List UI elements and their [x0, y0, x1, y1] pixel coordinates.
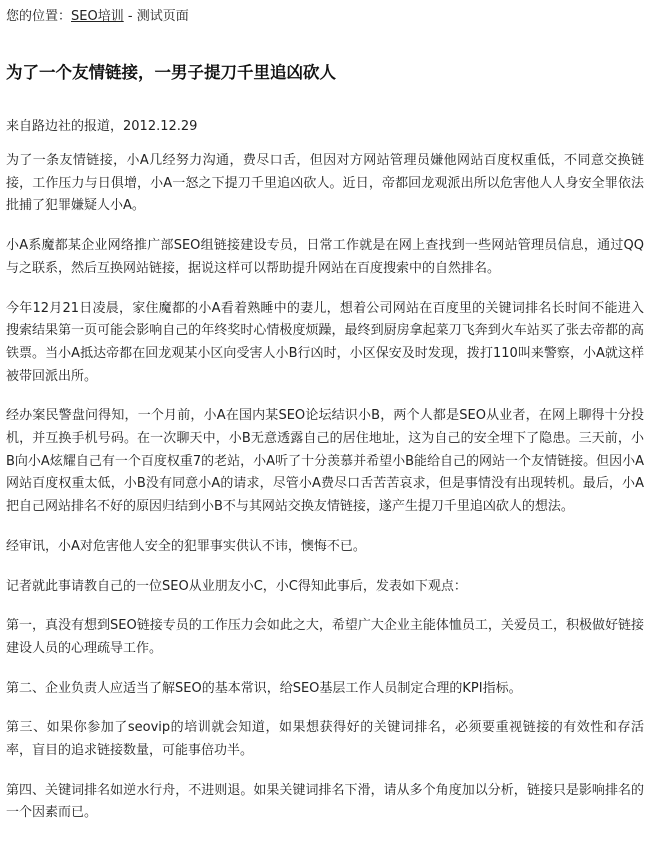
article-paragraph: 今年12月21日凌晨，家住魔都的小A看着熟睡中的妻儿，想着公司网站在百度里的关键词排名长时间不能进入搜索结果第一页可能会影响自己的年终奖时心情极度烦躁，最终到厨房拿起菜刀飞奔到火车站买了张去帝都的高铁票。当小A抵达帝都在回龙观某小区向受害人小B行凶时，小区保安及时发现，拨打110叫来警察，小A就这样被带回派出所。	[6, 300, 644, 384]
breadcrumb-prefix: 您的位置：	[6, 9, 72, 24]
article-paragraph: 第三、如果你参加了seovip的培训就会知道，如果想获得好的关键词排名，必须要重视链接的有效性和存活率，盲目的追求链接数量，可能事倍功半。	[6, 720, 644, 759]
article-paragraph: 第一，真没有想到SEO链接专员的工作压力会如此之大，希望广大企业主能体恤员工，关爱员工，积极做好链接建设人员的心理疏导工作。	[6, 618, 644, 656]
article-paragraph: 第四、关键词排名如逆水行舟，不进则退。如果关键词排名下滑，请从多个角度加以分析，链接只是影响排名的一个因素而已。	[6, 782, 644, 821]
article-source: 来自路边社的报道，2012.12.29	[6, 119, 198, 134]
article-title: 为了一个友情链接，一男子提刀千里追凶砍人	[6, 63, 336, 82]
breadcrumb-separator: -	[123, 9, 137, 24]
article-paragraph: 第二、企业负责人应适当了解SEO的基本常识，给SEO基层工作人员制定合理的KPI指标。	[6, 680, 522, 696]
article-body	[6, 150, 644, 842]
article-paragraph: 记者就此事请教自己的一位SEO从业朋友小C，小C得知此事后，发表如下观点：	[6, 578, 467, 594]
breadcrumb	[6, 8, 189, 26]
article-paragraph: 小A系魔都某企业网络推广部SEO组链接建设专员，日常工作就是在网上查找到一些网站管理员信息，通过QQ与之联系，然后互换网站链接，据说这样可以帮助提升网站在百度搜索中的自然排名。	[6, 238, 644, 276]
article-paragraph: 经办案民警盘问得知，一个月前，小A在国内某SEO论坛结识小B，两个人都是SEO从业者，在网上聊得十分投机，并互换手机号码。在一次聊天中，小B无意透露自己的居住地址，这为自己的安全埋下了隐患。三天前，小B向小A炫耀自己有一个百度权重7的老站，小A听了十分羡慕并希望小B能给自己的网站一个友情链接。但因小A网站百度权重太低，小B没有同意小A的请求，尽管小A费尽口舌苦苦哀求，但是事情没有出现转机。最后，小A把自己网站排名不好的原因归结到小B不与其网站交换友情链接，遂产生提刀千里追凶砍人的想法。	[6, 408, 644, 515]
article-paragraph: 经审讯，小A对危害他人安全的犯罪事实供认不讳，懊悔不已。	[6, 538, 366, 554]
breadcrumb-current: 测试页面	[136, 9, 189, 24]
breadcrumb-link-seo-training[interactable]: SEO培训	[71, 9, 124, 24]
article-paragraph: 为了一条友情链接，小A几经努力沟通，费尽口舌，但因对方网站管理员嫌他网站百度权重低，不同意交换链接，工作压力与日俱增，小A一怒之下提刀千里追凶砍人。近日，帝都回龙观派出所以危害他人人身安全罪依法批捕了犯罪嫌疑人小A。	[6, 153, 644, 214]
